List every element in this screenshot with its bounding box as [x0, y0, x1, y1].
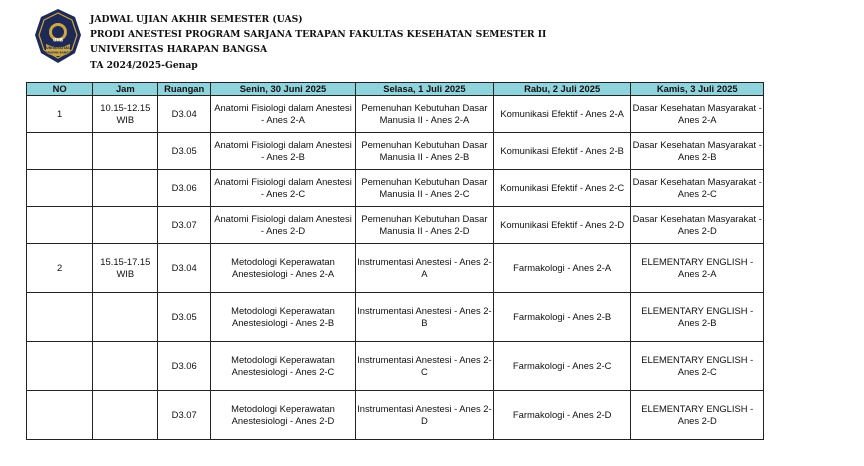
cell-room: D3.06: [158, 170, 211, 207]
title-line-3: UNIVERSITAS HARAPAN BANGSA: [90, 44, 268, 56]
document-title: [90, 12, 546, 73]
header-jam: Jam: [93, 83, 158, 96]
cell-no: [27, 133, 93, 170]
cell-senin: Metodologi Keperawatan Anestesiologi - Anes 2-B: [210, 293, 355, 342]
cell-kamis: ELEMENTARY ENGLISH - Anes 2-B: [631, 293, 764, 342]
table-row: [27, 96, 764, 133]
cell-jam: [93, 207, 158, 244]
cell-senin: Metodologi Keperawatan Anestesiologi - Anes 2-D: [210, 391, 355, 440]
cell-selasa: Instrumentasi Anestesi - Anes 2-B: [356, 293, 494, 342]
cell-senin: Anatomi Fisiologi dalam Anestesi - Anes 2-D: [210, 207, 355, 244]
cell-kamis: Dasar Kesehatan Masyarakat - Anes 2-C: [631, 170, 764, 207]
cell-room: D3.04: [158, 96, 211, 133]
cell-no: [27, 342, 93, 391]
cell-no: [27, 207, 93, 244]
document-header: [34, 8, 734, 70]
cell-room: D3.04: [158, 244, 211, 293]
cell-no: [27, 293, 93, 342]
table-row: [27, 342, 764, 391]
cell-senin: Metodologi Keperawatan Anestesiologi - Anes 2-A: [210, 244, 355, 293]
svg-text:UNIVERSITAS: UNIVERSITAS: [46, 46, 70, 50]
header-no: NO: [27, 83, 93, 96]
table-row: [27, 133, 764, 170]
title-line-1: JADWAL UJIAN AKHIR SEMESTER (UAS): [90, 14, 303, 25]
cell-senin: Metodologi Keperawatan Anestesiologi - Anes 2-C: [210, 342, 355, 391]
header-rabu: Rabu, 2 Juli 2025: [493, 83, 631, 96]
cell-selasa: Instrumentasi Anestesi - Anes 2-D: [356, 391, 494, 440]
university-logo: [34, 8, 82, 66]
cell-room: D3.05: [158, 133, 211, 170]
cell-kamis: Dasar Kesehatan Masyarakat - Anes 2-A: [631, 96, 764, 133]
cell-kamis: Dasar Kesehatan Masyarakat - Anes 2-B: [631, 133, 764, 170]
cell-rabu: Komunikasi Efektif - Anes 2-C: [493, 170, 631, 207]
cell-room: D3.07: [158, 391, 211, 440]
table-header-row: [27, 83, 764, 96]
cell-rabu: Komunikasi Efektif - Anes 2-D: [493, 207, 631, 244]
cell-no: 1: [27, 96, 93, 133]
header-senin: Senin, 30 Juni 2025: [210, 83, 355, 96]
header-ruangan: Ruangan: [158, 83, 211, 96]
cell-rabu: Farmakologi - Anes 2-C: [493, 342, 631, 391]
exam-schedule-table: [26, 82, 764, 440]
cell-room: D3.06: [158, 342, 211, 391]
cell-senin: Anatomi Fisiologi dalam Anestesi - Anes 2-C: [210, 170, 355, 207]
cell-no: 2: [27, 244, 93, 293]
cell-selasa: Instrumentasi Anestesi - Anes 2-A: [356, 244, 494, 293]
cell-no: [27, 170, 93, 207]
cell-jam: 10.15-12.15 WIB: [93, 96, 158, 133]
cell-selasa: Pemenuhan Kebutuhan Dasar Manusia II - Anes 2-D: [356, 207, 494, 244]
cell-rabu: Komunikasi Efektif - Anes 2-B: [493, 133, 631, 170]
cell-selasa: Pemenuhan Kebutuhan Dasar Manusia II - Anes 2-A: [356, 96, 494, 133]
svg-text:UHB: UHB: [52, 37, 64, 43]
cell-jam: [93, 342, 158, 391]
cell-senin: Anatomi Fisiologi dalam Anestesi - Anes 2-A: [210, 96, 355, 133]
title-line-2: PRODI ANESTESI PROGRAM SARJANA TERAPAN FAKULTAS KESEHATAN SEMESTER II: [90, 29, 547, 41]
table-row: [27, 293, 764, 342]
cell-rabu: Farmakologi - Anes 2-A: [493, 244, 631, 293]
cell-selasa: Pemenuhan Kebutuhan Dasar Manusia II - Anes 2-C: [356, 170, 494, 207]
cell-jam: 15.15-17.15 WIB: [93, 244, 158, 293]
cell-room: D3.05: [158, 293, 211, 342]
svg-text:HARAPAN BANGSA: HARAPAN BANGSA: [43, 50, 73, 55]
cell-rabu: Komunikasi Efektif - Anes 2-A: [493, 96, 631, 133]
cell-room: D3.07: [158, 207, 211, 244]
cell-selasa: Instrumentasi Anestesi - Anes 2-C: [356, 342, 494, 391]
table-row: [27, 207, 764, 244]
header-kamis: Kamis, 3 Juli 2025: [631, 83, 764, 96]
cell-jam: [93, 293, 158, 342]
cell-kamis: ELEMENTARY ENGLISH - Anes 2-A: [631, 244, 764, 293]
cell-rabu: Farmakologi - Anes 2-D: [493, 391, 631, 440]
header-selasa: Selasa, 1 Juli 2025: [356, 83, 494, 96]
cell-senin: Anatomi Fisiologi dalam Anestesi - Anes 2-B: [210, 133, 355, 170]
cell-kamis: ELEMENTARY ENGLISH - Anes 2-C: [631, 342, 764, 391]
cell-kamis: ELEMENTARY ENGLISH - Anes 2-D: [631, 391, 764, 440]
table-row: [27, 170, 764, 207]
title-line-4: TA 2024/2025-Genap: [90, 59, 198, 71]
cell-selasa: Pemenuhan Kebutuhan Dasar Manusia II - Anes 2-B: [356, 133, 494, 170]
cell-jam: [93, 391, 158, 440]
cell-jam: [93, 133, 158, 170]
cell-no: [27, 391, 93, 440]
table-row: [27, 244, 764, 293]
cell-jam: [93, 170, 158, 207]
cell-kamis: Dasar Kesehatan Masyarakat - Anes 2-D: [631, 207, 764, 244]
cell-rabu: Farmakologi - Anes 2-B: [493, 293, 631, 342]
table-row: [27, 391, 764, 440]
